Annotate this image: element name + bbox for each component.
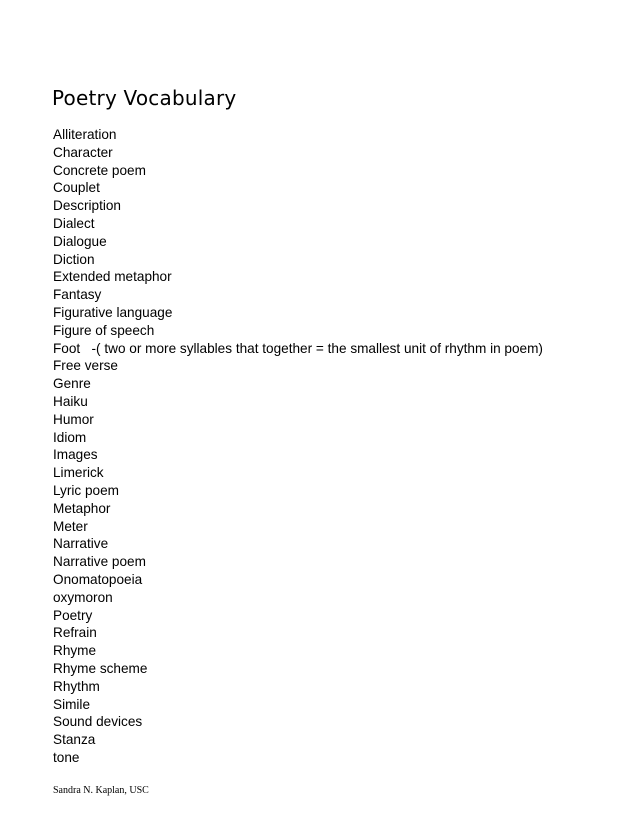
term-text: oxymoron — [53, 589, 113, 605]
vocabulary-term — [53, 624, 543, 642]
vocabulary-term — [53, 233, 543, 251]
term-text: Refrain — [53, 625, 97, 641]
vocabulary-term — [53, 375, 543, 393]
term-text: Rhyme scheme — [53, 660, 148, 676]
page-title: Poetry Vocabulary — [52, 86, 237, 110]
vocabulary-term — [53, 197, 543, 215]
vocabulary-term — [53, 696, 543, 714]
term-text: Stanza — [53, 732, 96, 748]
term-text: Fantasy — [53, 287, 102, 303]
term-text: Images — [53, 447, 98, 463]
vocabulary-term — [53, 429, 543, 447]
term-text: Figurative language — [53, 304, 173, 320]
term-text: Rhyme — [53, 643, 97, 659]
term-text: Figure of speech — [53, 322, 155, 338]
vocabulary-term — [53, 340, 543, 358]
vocabulary-term — [53, 571, 543, 589]
vocabulary-term — [53, 589, 543, 607]
vocabulary-term — [53, 393, 543, 411]
vocabulary-term — [53, 357, 543, 375]
vocabulary-term — [53, 464, 543, 482]
vocabulary-term — [53, 535, 543, 553]
vocabulary-term — [53, 126, 543, 144]
vocabulary-term — [53, 162, 543, 180]
vocabulary-term — [53, 678, 543, 696]
vocabulary-term — [53, 482, 543, 500]
vocabulary-term — [53, 286, 543, 304]
term-text: Diction — [53, 251, 95, 267]
term-text: Genre — [53, 376, 91, 392]
vocabulary-term — [53, 215, 543, 233]
term-text: Limerick — [53, 465, 104, 481]
term-text: Lyric poem — [53, 482, 119, 498]
term-text: Free verse — [53, 358, 118, 374]
term-text: Meter — [53, 518, 88, 534]
vocabulary-term — [53, 411, 543, 429]
term-text: Sound devices — [53, 714, 143, 730]
term-text: Couplet — [53, 180, 100, 196]
term-text: Foot — [53, 340, 81, 356]
term-text: Onomatopoeia — [53, 571, 143, 587]
vocabulary-term — [53, 660, 543, 678]
term-text: Metaphor — [53, 500, 111, 516]
vocabulary-term — [53, 500, 543, 518]
vocabulary-term — [53, 179, 543, 197]
term-text: tone — [53, 749, 80, 765]
vocabulary-term — [53, 518, 543, 536]
term-definition: -( two or more syllables that together = the smallest unit of rhythm in poem) — [80, 340, 543, 356]
term-text: Idiom — [53, 429, 87, 445]
vocabulary-term — [53, 304, 543, 322]
term-text: Concrete poem — [53, 162, 146, 178]
vocabulary-term — [53, 642, 543, 660]
term-text: Dialogue — [53, 233, 107, 249]
vocabulary-term — [53, 446, 543, 464]
vocabulary-term — [53, 713, 543, 731]
term-text: Dialect — [53, 215, 95, 231]
vocabulary-list — [53, 126, 543, 767]
vocabulary-term — [53, 607, 543, 625]
term-text: Alliteration — [53, 127, 117, 142]
term-text: Narrative poem — [53, 554, 146, 570]
term-text: Humor — [53, 411, 94, 427]
term-text: Description — [53, 198, 121, 214]
term-text: Extended metaphor — [53, 269, 172, 285]
vocabulary-term — [53, 731, 543, 749]
vocabulary-term — [53, 144, 543, 162]
term-text: Character — [53, 144, 113, 160]
term-text: Narrative — [53, 536, 109, 552]
vocabulary-term — [53, 268, 543, 286]
term-text: Poetry — [53, 607, 93, 623]
vocabulary-term — [53, 251, 543, 269]
vocabulary-term — [53, 553, 543, 571]
term-text: Simile — [53, 696, 91, 712]
vocabulary-term — [53, 749, 543, 767]
term-text: Rhythm — [53, 678, 100, 694]
vocabulary-term — [53, 322, 543, 340]
page-footer: Sandra N. Kaplan, USC — [53, 785, 149, 796]
term-text: Haiku — [53, 393, 88, 409]
